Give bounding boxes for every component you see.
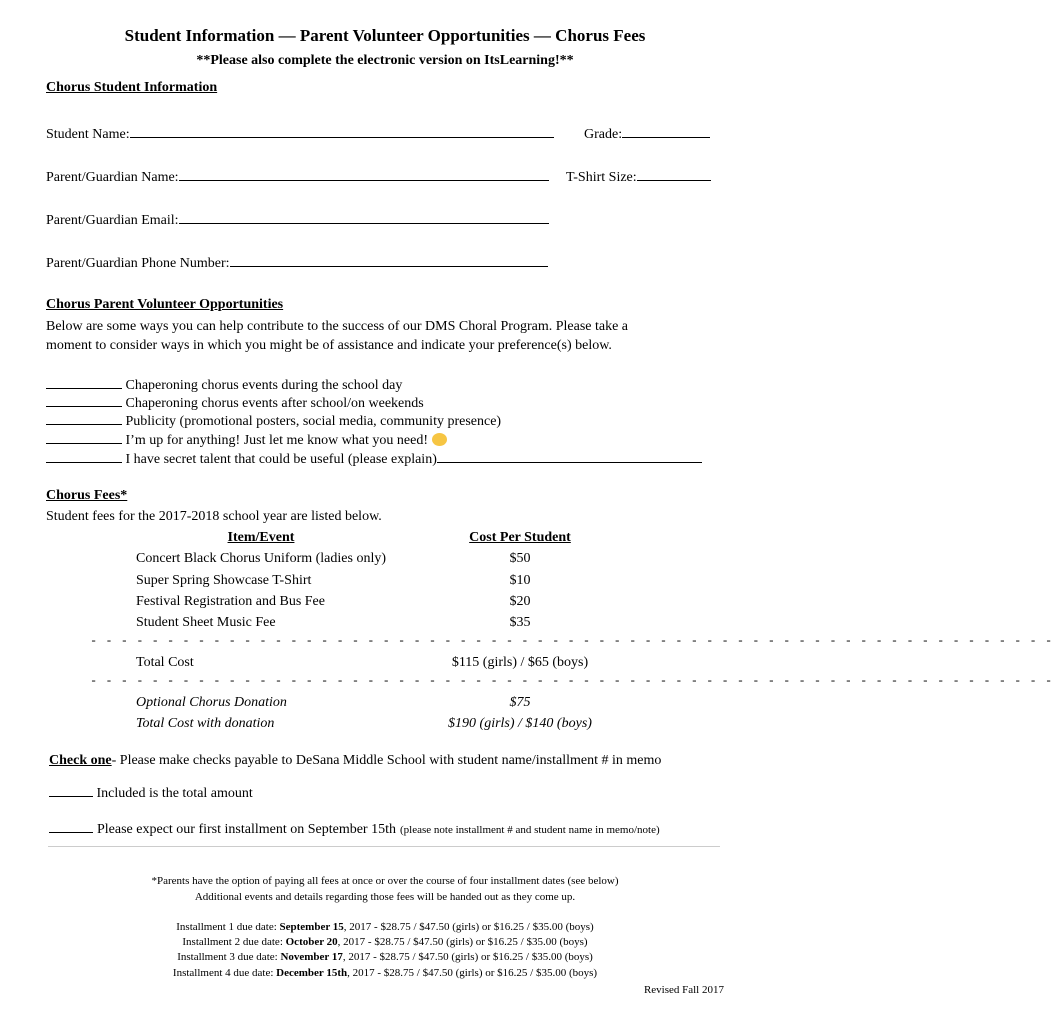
total-value: $115 (girls) / $65 (boys) bbox=[451, 655, 589, 670]
separator-line bbox=[48, 846, 720, 847]
check-one-label: Check one bbox=[49, 753, 112, 768]
total-label: Total Cost bbox=[136, 655, 194, 670]
student-name-field[interactable] bbox=[130, 123, 554, 138]
fee-item: Festival Registration and Bus Fee bbox=[136, 594, 325, 609]
student-name-label: Student Name: bbox=[46, 127, 130, 142]
volunteer-option bbox=[46, 374, 402, 394]
payment-installment-blank[interactable] bbox=[49, 818, 93, 833]
volunteer-heading: Chorus Parent Volunteer Opportunities bbox=[46, 297, 284, 312]
volunteer-option-blank[interactable] bbox=[46, 374, 122, 389]
divider: - - - - - - - - - - - - - - - - - - - - - - - - - - - - - - - - - - - - - - - - - - - - - - - - - - - - - - - - - - - - - - - bbox=[90, 674, 1053, 688]
fee-cost: $20 bbox=[509, 594, 531, 609]
volunteer-option-label: Publicity (promotional posters, social media, community presence) bbox=[125, 414, 502, 429]
fee-cost: $50 bbox=[509, 551, 531, 566]
installment-prefix: Installment 3 due date: bbox=[177, 951, 281, 963]
grade-field[interactable] bbox=[622, 123, 710, 138]
parent-phone-field[interactable] bbox=[230, 252, 548, 267]
payment-option-total bbox=[49, 782, 253, 802]
volunteer-option bbox=[46, 429, 447, 449]
parent-phone-label: Parent/Guardian Phone Number: bbox=[46, 256, 230, 271]
payment-installment-note: (please note installment # and student name in memo/note) bbox=[399, 824, 660, 836]
volunteer-option bbox=[46, 448, 702, 468]
payment-total-blank[interactable] bbox=[49, 782, 93, 797]
installment-date: November 17 bbox=[280, 951, 343, 963]
parent-phone-row bbox=[46, 252, 548, 272]
talent-explain-field[interactable] bbox=[437, 448, 702, 463]
smiley-emoji-icon bbox=[432, 433, 447, 446]
total-donation-value: $190 (girls) / $140 (boys) bbox=[448, 716, 592, 731]
check-one-row bbox=[49, 753, 661, 769]
installment-prefix: Installment 2 due date: bbox=[182, 936, 286, 948]
volunteer-option-label: I’m up for anything! Just let me know what you need! bbox=[125, 433, 428, 448]
installment-date: December 15th bbox=[276, 967, 348, 979]
student-info-heading: Chorus Student Information bbox=[46, 80, 218, 95]
tshirt-field[interactable] bbox=[637, 166, 711, 181]
installment-suffix: , 2017 - $28.75 / $47.50 (girls) or $16.25 / $35.00 (boys) bbox=[342, 951, 593, 963]
installment-date: October 20 bbox=[285, 936, 338, 948]
fees-col-item bbox=[136, 530, 386, 546]
grade-label: Grade: bbox=[584, 127, 623, 142]
parent-email-field[interactable] bbox=[179, 209, 549, 224]
fee-item: Concert Black Chorus Uniform (ladies only) bbox=[136, 551, 387, 566]
payment-installment-label: Please expect our first installment on September 15th bbox=[97, 822, 396, 837]
fees-intro: Student fees for the 2017-2018 school year are listed below. bbox=[46, 509, 382, 524]
fees-heading: Chorus Fees* bbox=[46, 488, 128, 503]
volunteer-option-label: I have secret talent that could be useful (please explain) bbox=[125, 452, 437, 467]
installment-suffix: , 2017 - $28.75 / $47.50 (girls) or $16.25 / $35.00 (boys) bbox=[347, 967, 598, 979]
installment-line bbox=[0, 951, 770, 963]
installment-line bbox=[0, 936, 770, 948]
volunteer-option-blank[interactable] bbox=[46, 429, 122, 444]
volunteer-option bbox=[46, 410, 501, 430]
parent-name-field[interactable] bbox=[179, 166, 549, 181]
installment-prefix: Installment 1 due date: bbox=[176, 921, 280, 933]
volunteer-option bbox=[46, 392, 424, 412]
grade-row bbox=[584, 123, 710, 143]
parent-name-row bbox=[46, 166, 549, 186]
parent-email-label: Parent/Guardian Email: bbox=[46, 213, 179, 228]
donation-label: Optional Chorus Donation bbox=[136, 695, 287, 710]
note-line-1: *Parents have the option of paying all fees at once or over the course of four installment dates (see below) bbox=[151, 875, 619, 887]
divider: - - - - - - - - - - - - - - - - - - - - - - - - - - - - - - - - - - - - - - - - - - - - - - - - - - - - - - - - - - - - - - - bbox=[90, 634, 1053, 648]
parent-name-label: Parent/Guardian Name: bbox=[46, 170, 179, 185]
check-one-text: - Please make checks payable to DeSana Middle School with student name/installment # in memo bbox=[111, 753, 662, 768]
installment-suffix: , 2017 - $28.75 / $47.50 (girls) or $16.25 / $35.00 (boys) bbox=[343, 921, 594, 933]
student-name-row bbox=[46, 123, 554, 143]
tshirt-row bbox=[566, 166, 711, 186]
total-donation-label: Total Cost with donation bbox=[136, 716, 275, 731]
fees-col-cost-label: Cost Per Student bbox=[469, 530, 571, 545]
note-line-2: Additional events and details regarding those fees will be handed out as they come up. bbox=[194, 891, 576, 903]
installment-line bbox=[0, 967, 770, 979]
fee-item: Student Sheet Music Fee bbox=[136, 615, 276, 630]
revised-date: Revised Fall 2017 bbox=[643, 984, 724, 996]
installment-prefix: Installment 4 due date: bbox=[172, 967, 277, 979]
payment-total-label: Included is the total amount bbox=[96, 786, 253, 801]
volunteer-intro-2: moment to consider ways in which you might be of assistance and indicate your preference(s) below. bbox=[46, 338, 612, 353]
donation-value: $75 bbox=[509, 695, 531, 710]
volunteer-option-blank[interactable] bbox=[46, 392, 122, 407]
volunteer-intro-1: Below are some ways you can help contribute to the success of our DMS Choral Program. Please take a bbox=[46, 319, 629, 334]
volunteer-option-blank[interactable] bbox=[46, 410, 122, 425]
installment-suffix: , 2017 - $28.75 / $47.50 (girls) or $16.25 / $35.00 (boys) bbox=[337, 936, 588, 948]
page-title: Student Information — Parent Volunteer Opportunities — Chorus Fees bbox=[124, 26, 646, 45]
volunteer-option-label: Chaperoning chorus events after school/on weekends bbox=[125, 396, 424, 411]
page-subtitle: **Please also complete the electronic version on ItsLearning!** bbox=[196, 53, 574, 68]
installment-line bbox=[0, 921, 770, 933]
fees-col-cost bbox=[440, 530, 600, 546]
volunteer-option-blank[interactable] bbox=[46, 448, 122, 463]
parent-email-row bbox=[46, 209, 549, 229]
fee-cost: $35 bbox=[509, 615, 531, 630]
payment-option-installment bbox=[49, 818, 660, 838]
volunteer-option-label: Chaperoning chorus events during the school day bbox=[125, 378, 403, 393]
fee-item: Super Spring Showcase T-Shirt bbox=[136, 573, 312, 588]
fees-col-item-label: Item/Event bbox=[227, 530, 295, 545]
fee-cost: $10 bbox=[509, 573, 531, 588]
tshirt-label: T-Shirt Size: bbox=[566, 170, 637, 185]
installment-date: September 15 bbox=[279, 921, 344, 933]
